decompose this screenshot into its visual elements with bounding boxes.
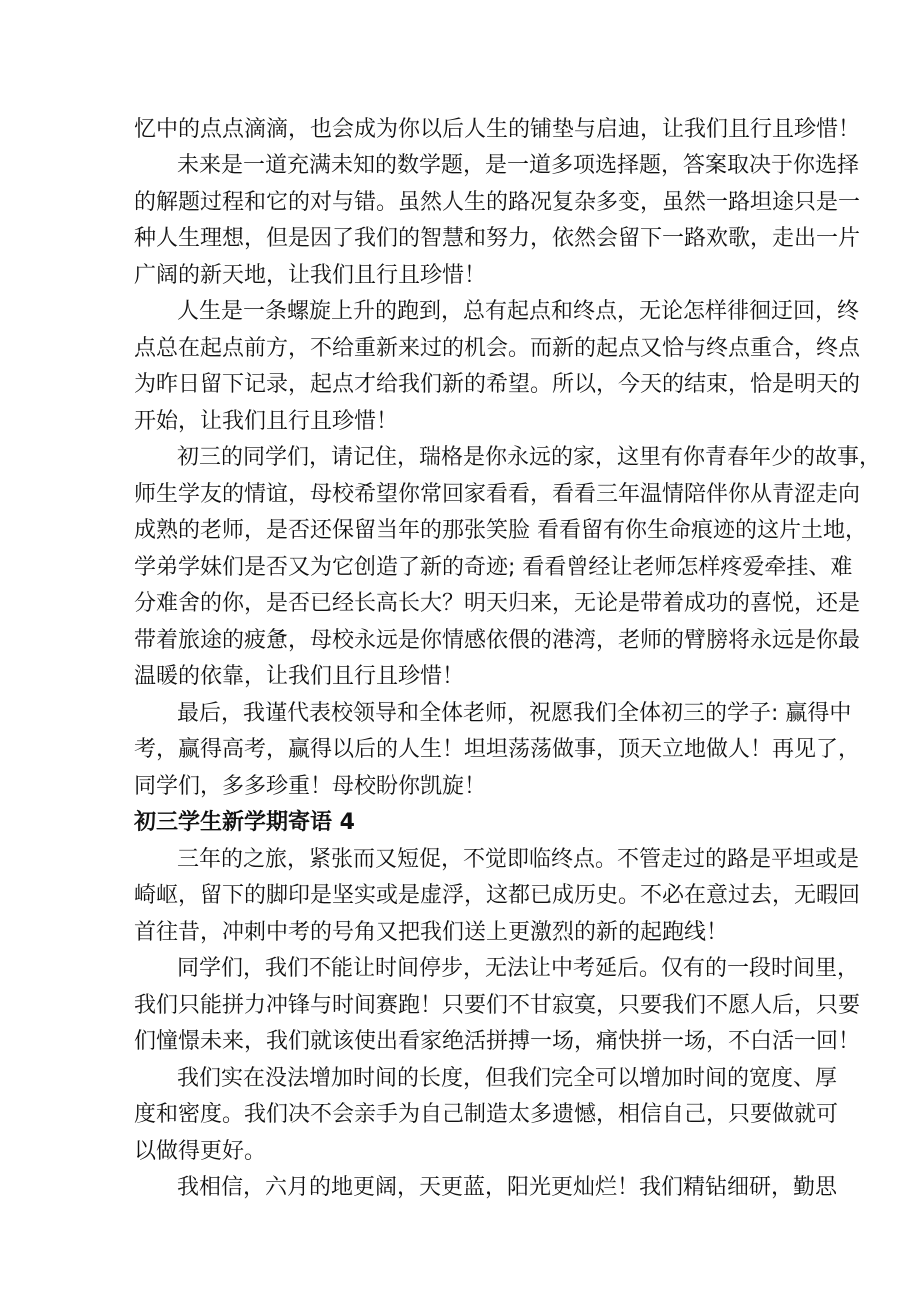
text-line-3: 的解题过程和它的对与错。虽然人生的路况复杂多变，虽然一路坦途只是一: [134, 190, 861, 215]
text-line-5: 广阔的新天地，让我们且行且珍惜！: [134, 263, 487, 288]
text-line-18: 考，赢得高考，赢得以后的人生！坦坦荡荡做事，顶天立地做人！再见了，: [134, 737, 861, 762]
text-line-17: 最后，我谨代表校领导和全体老师，祝愿我们全体初三的学子: 赢得中: [177, 701, 852, 726]
text-line-8: 为昨日留下记录，起点才给我们新的希望。所以，今天的结束，恰是明天的: [134, 372, 861, 397]
text-line-10: 初三的同学们，请记住，瑞格是你永远的家，这里有你青春年少的故事，: [177, 445, 882, 470]
text-line-28: 度和密度。我们决不会亲手为自己制造太多遗憾，相信自己，只要做就可: [134, 1102, 839, 1127]
text-line-4: 种人生理想，但是因了我们的智慧和努力，依然会留下一路欢歌，走出一片: [134, 226, 861, 251]
text-line-19: 同学们，多多珍重！母校盼你凯旋！: [134, 774, 487, 799]
text-line-29: 以做得更好。: [134, 1139, 267, 1164]
text-line-27: 我们实在没法增加时间的长度，但我们完全可以增加时间的宽度、厚: [177, 1066, 838, 1091]
text-line-15: 带着旅途的疲惫，母校永远是你情感依偎的港湾，老师的臂膀将永远是你最: [134, 628, 861, 653]
text-line-14: 分难舍的你，是否已经长高长大？明天归来，无论是带着成功的喜悦，还是: [134, 591, 861, 616]
text-line-22: 崎岖，留下的脚印是坚实或是虚浮，这都已成历史。不必在意过去，无暇回: [134, 883, 861, 908]
text-line-7: 点总在起点前方，不给重新来过的机会。而新的起点又恰与终点重合，终点: [134, 336, 861, 361]
text-line-30: 我相信，六月的地更阔，天更蓝，阳光更灿烂！我们精钻细研，勤思: [177, 1175, 838, 1200]
text-line-1: 忆中的点点滴滴，也会成为你以后人生的铺垫与启迪，让我们且行且珍惜！: [134, 117, 861, 142]
text-line-11: 师生学友的情谊，母校希望你常回家看看，看看三年温情陪伴你从青涩走向: [134, 482, 861, 507]
text-line-16: 温暖的依靠，让我们且行且珍惜！: [134, 664, 465, 689]
text-line-6: 人生是一条螺旋上升的跑到，总有起点和终点，无论怎样徘徊迂回，终: [177, 299, 860, 324]
text-line-25: 我们只能拼力冲锋与时间赛跑！只要们不甘寂寞，只要我们不愿人后，只要: [134, 993, 861, 1018]
text-line-2: 未来是一道充满未知的数学题，是一道多项选择题，答案取决于你选择: [177, 153, 860, 178]
section-heading: 初三学生新学期寄语 4: [134, 810, 355, 835]
text-line-12: 成熟的老师，是否还保留当年的那张笑脸 看看留有你生命痕迹的这片土地，: [134, 518, 867, 543]
text-line-21: 三年的之旅，紧张而又短促，不觉即临终点。不管走过的路是平坦或是: [177, 847, 860, 872]
text-line-9: 开始，让我们且行且珍惜！: [134, 409, 399, 434]
text-line-23: 首往昔，冲刺中考的号角又把我们送上更激烈的新的起跑线！: [134, 920, 729, 945]
text-line-13: 学弟学妹们是否又为它创造了新的奇迹; 看看曾经让老师怎样疼爱牵挂、难: [134, 555, 853, 580]
text-line-24: 同学们，我们不能让时间停步，无法让中考延后。仅有的一段时间里，: [177, 956, 860, 981]
text-line-26: 们憧憬未来，我们就该使出看家绝活拼搏一场，痛快拼一场，不白活一回！: [134, 1029, 861, 1054]
